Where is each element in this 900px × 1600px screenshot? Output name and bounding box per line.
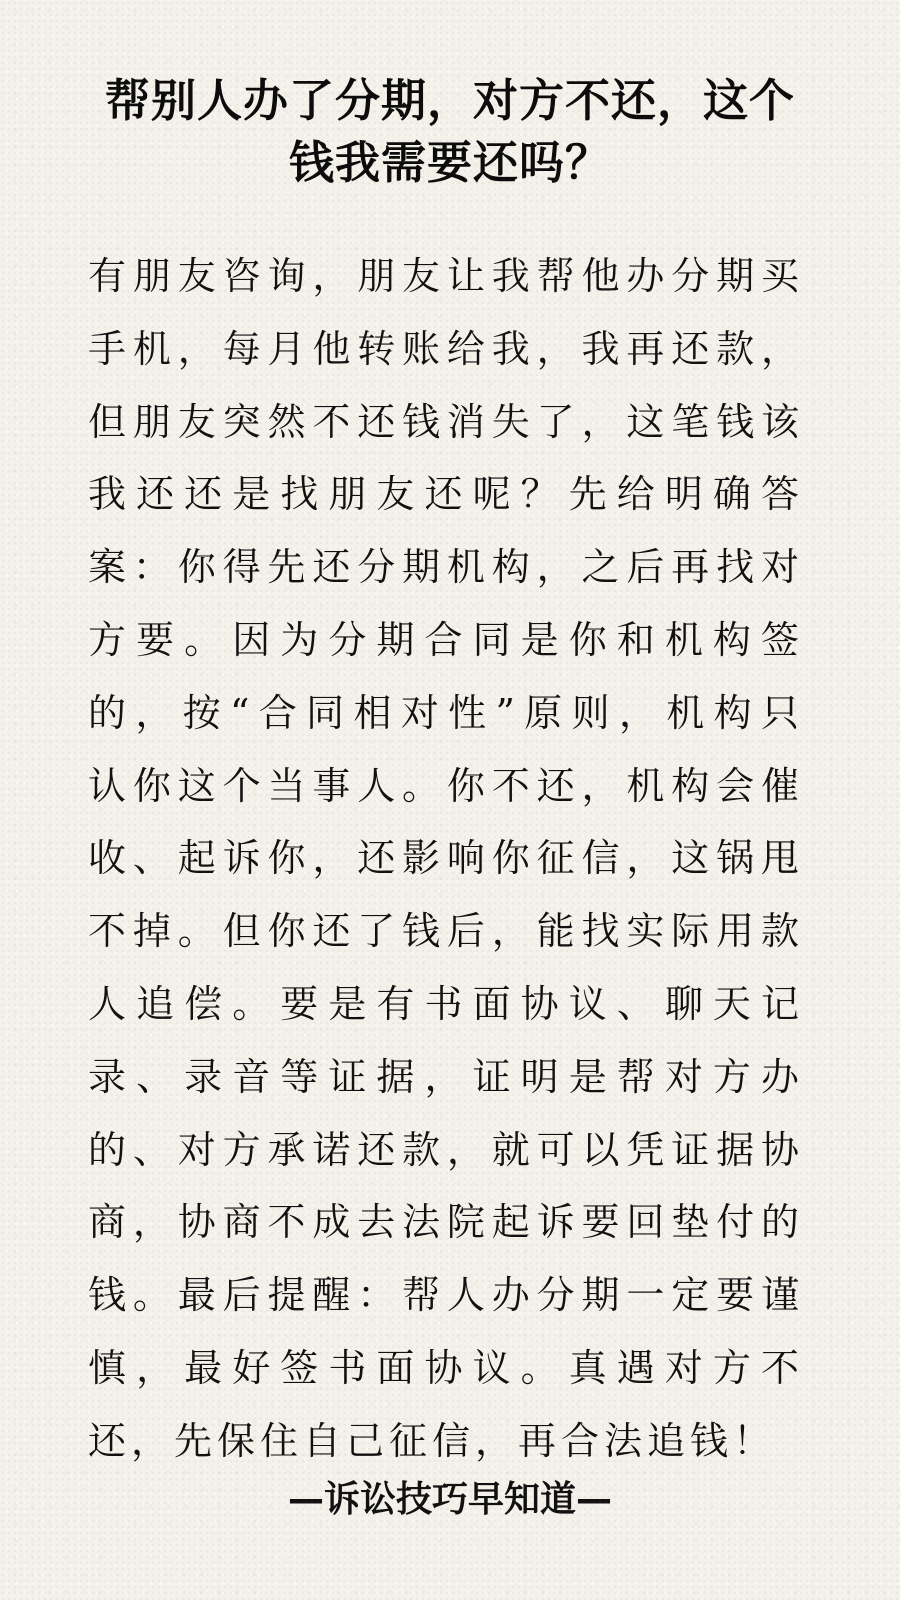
body-line: 手机，每月他转账给我，我再还款， bbox=[88, 326, 804, 371]
title-line-2: 钱我需要还吗？ bbox=[288, 136, 611, 189]
body-line: 案：你得先还分期机构，之后再找对 bbox=[88, 545, 804, 590]
body-line: 的、对方承诺还款，就可以凭证据协 bbox=[88, 1127, 804, 1172]
body-line: 我还还是找朋友还呢？先给明确答 bbox=[88, 472, 804, 517]
body-line: 但朋友突然不还钱消失了，这笔钱该 bbox=[88, 399, 804, 444]
body-line: 还，先保住自己征信，再合法追钱！ bbox=[88, 1418, 777, 1463]
footer-signature: —诉讼技巧早知道— bbox=[287, 1479, 612, 1520]
body-line: 的，按“合同相对性”原则，机构只 bbox=[88, 690, 804, 735]
body-line: 不掉。但你还了钱后，能找实际用款 bbox=[88, 909, 804, 954]
body-line: 认你这个当事人。你不还，机构会催 bbox=[88, 763, 804, 808]
body-line: 录、录音等证据，证明是帮对方办 bbox=[88, 1054, 804, 1099]
body-line: 商，协商不成去法院起诉要回垫付的 bbox=[88, 1200, 804, 1245]
body-line: 有朋友咨询，朋友让我帮他办分期买 bbox=[88, 254, 804, 298]
body-line: 慎，最好签书面协议。真遇对方不 bbox=[88, 1345, 804, 1390]
title-line-1: 帮别人办了分期，对方不还，这个 bbox=[104, 74, 795, 127]
body-line: 收、起诉你，还影响你征信，这锅甩 bbox=[88, 836, 804, 881]
article-title bbox=[60, 70, 840, 194]
body-line: 钱。最后提醒：帮人办分期一定要谨 bbox=[88, 1273, 804, 1318]
body-line: 方要。因为分期合同是你和机构签 bbox=[88, 617, 804, 662]
article-body bbox=[88, 240, 804, 1478]
body-line: 人追偿。要是有书面协议、聊天记 bbox=[88, 981, 804, 1026]
